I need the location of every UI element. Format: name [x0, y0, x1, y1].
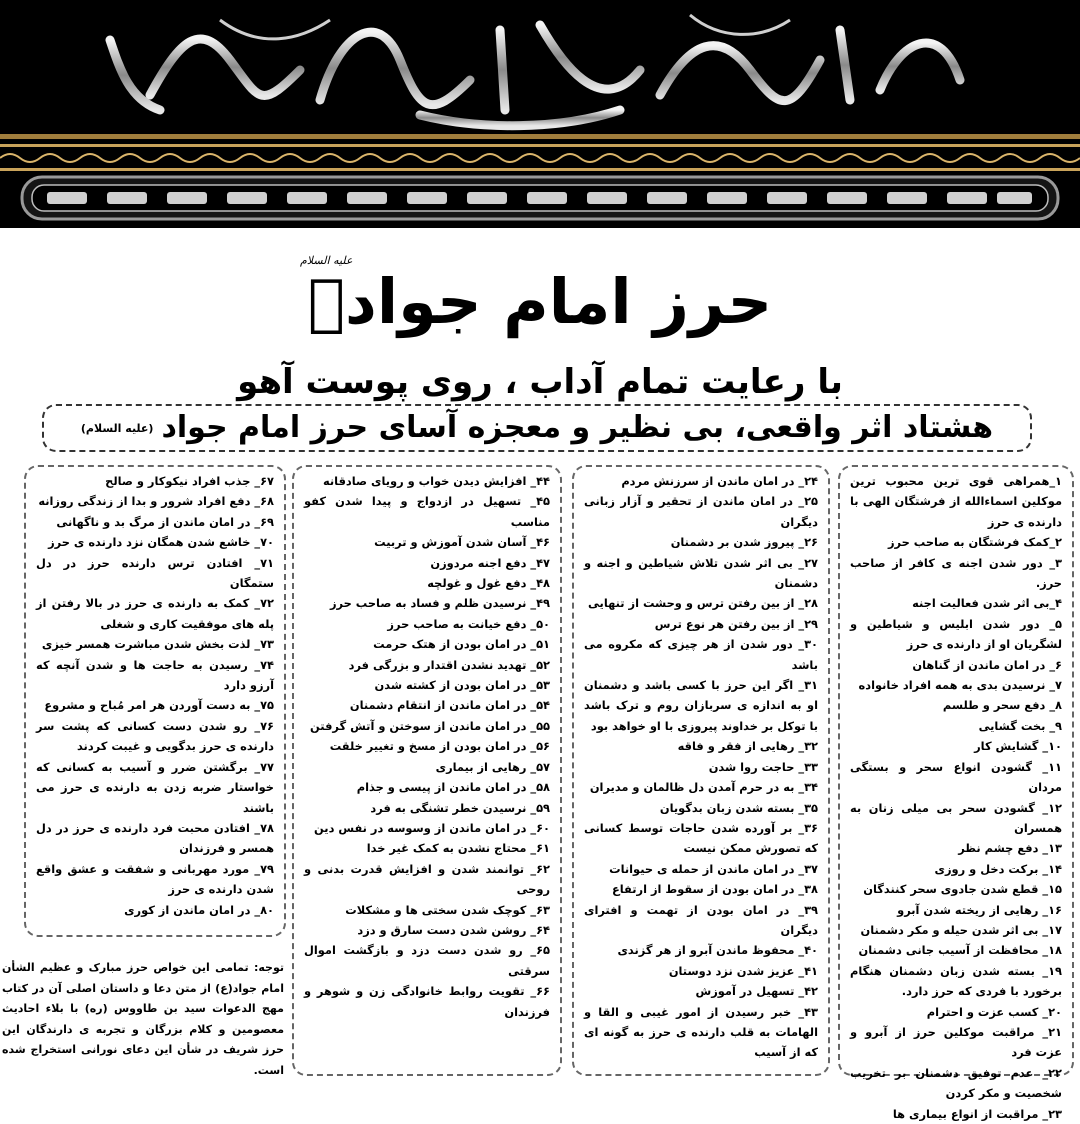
benefit-item: ۲۰_ کسب عزت و احترام: [926, 1004, 1062, 1019]
benefit-item: ۷۵_ به دست آوردن هر امر مُباح و مشروع: [44, 698, 274, 713]
benefits-column-1: [838, 465, 1074, 1121]
benefit-item: ۴۹_ نرسیدن ظلم و فساد به صاحب حرز: [329, 596, 550, 611]
benefit-item: ۷۰_ خاشع شدن همگان نزد دارنده ی حرز: [48, 535, 274, 550]
benefit-item: ۵_ دور شدن ابلیس و شیاطین و لشگریان او از دارنده ی حرز: [850, 616, 1062, 652]
benefit-item: ۶۲_ توانمند شدن و افزایش قدرت بدنی و روحی: [304, 861, 550, 897]
benefit-item: ۴۶_ آسان شدن آموزش و تربیت: [374, 535, 550, 550]
benefits-column-4: [24, 465, 286, 937]
benefit-item: ۱۴_ برکت دخل و روزی: [934, 861, 1062, 876]
benefit-item: ۳۲_ رهایی از فقر و فاقه: [677, 739, 818, 754]
benefit-item: ۴۷_ دفع اجنه مردوزن: [430, 555, 550, 570]
benefit-item: ۷_ نرسیدن بدی به همه افراد خانواده: [858, 678, 1062, 693]
benefit-item: ۲۳_ مراقبت از انواع بیماری ها: [892, 1106, 1062, 1121]
benefit-item: ۳۰_ دور شدن از هر چیزی که مکروه می باشد: [584, 637, 818, 672]
benefits-column-3: [292, 465, 562, 1076]
benefit-item: ۵۰_ دفع خیانت به صاحب حرز: [387, 616, 550, 631]
benefit-item: ۵۴_ در امان ماندن از انتقام دشمنان: [349, 698, 550, 713]
section-heading-honorific: (علیه السلام): [80, 421, 154, 435]
benefit-item: ۳۷_ در امان ماندن از حمله ی حیوانات: [609, 861, 818, 876]
benefit-item: ۵۵_ در امان ماندن از سوختن و آتش گرفتن: [310, 718, 550, 733]
benefits-column-2: [572, 465, 830, 1076]
benefit-item: ۱_همراهی قوی ترین محبوب ترین موکلین اسماءالله از فرشتگان الهی با دارنده ی حرز: [850, 474, 1062, 529]
benefit-item: ۳_ دور شدن اجنه ی کافر از صاحب حرز.: [850, 555, 1062, 591]
benefit-item: ۲۲_ عدم توفیق دشمنان بر تخریب شخصیت و مکر کردن: [850, 1065, 1062, 1101]
benefit-item: ۷۷_ برگشتن ضرر و آسیب به کسانی که خواستار ضربه زدن به دارنده ی حرز می باشند: [36, 759, 274, 815]
benefit-item: ۵۷_ رهایی از بیماری: [435, 759, 550, 774]
inscription-band: [22, 177, 1058, 219]
benefit-item: ۵۶_ در امان بودن از مسخ و تغییر خلقت: [329, 739, 550, 754]
benefit-item: ۱۶_ رهایی از ریخته شدن آبرو: [897, 902, 1062, 917]
benefit-item: ۶۷_ جذب افراد نیکوکار و صالح: [105, 474, 274, 488]
benefit-item: ۵۳_ در امان بودن از کشته شدن: [374, 678, 550, 693]
benefit-item: ۳۶_ بر آورده شدن حاجات توسط کسانی که تصورش ممکن نیست: [584, 820, 818, 856]
benefit-item: ۴۸_ دفع غول و غولچه: [427, 576, 550, 591]
benefit-item: ۱۳_ دفع چشم نظر: [958, 841, 1062, 856]
benefit-item: ۲۴_ در امان ماندن از سرزنش مردم: [621, 474, 818, 488]
benefit-item: ۴۰_ محفوظ ماندن آبرو از هر گزندی: [617, 943, 818, 958]
benefit-item: ۶۱_ محتاج نشدن به کمک غیر خدا: [366, 841, 550, 856]
benefit-item: ۴۴_ افزایش دیدن خواب و رویای صادقانه: [322, 474, 550, 488]
benefit-item: ۷۶_ رو شدن دست کسانی که پشت سر دارنده ی حرز بدگویی و غیبت کردند: [36, 718, 274, 754]
benefit-item: ۲۹_ از بین رفتن هر نوع ترس: [654, 616, 818, 631]
benefit-item: ۷۹_ مورد مهربانی و شفقت و عشق واقع شدن دارنده ی حرز: [36, 861, 274, 897]
section-heading: هشتاد اثر واقعی، بی نظیر و معجزه آسای حرز امام جواد: [161, 410, 994, 445]
benefit-item: ۱۷_ بی اثر شدن حیله و مکر دشمنان: [860, 922, 1062, 937]
benefit-item: ۷۱_ افتادن ترس دارنده حرز در دل ستمگان: [36, 555, 274, 591]
benefit-item: ۵۸_ در امان ماندن از پیسی و جذام: [356, 780, 550, 795]
benefit-item: ۲۷_ بی اثر شدن تلاش شیاطین و اجنه و دشمنان: [584, 555, 818, 591]
benefit-item: ۱۰_ گشایش کار: [974, 739, 1062, 754]
benefit-item: ۴۳_ خبر رسیدن از امور غیبی و القا و الهامات به قلب دارنده ی حرز به گونه ای که از آسیب: [584, 1004, 818, 1060]
benefit-item: ۴۱_ عزیز شدن نزد دوستان: [668, 963, 818, 978]
benefit-item: ۱۸_ محافظت از آسیب جانی دشمنان: [858, 943, 1062, 958]
benefit-item: ۶۳_ کوچک شدن سختی ها و مشکلات: [345, 902, 550, 917]
benefit-item: ۱۲_ گشودن سحر بی میلی زنان به همسران: [850, 800, 1062, 835]
subtitle: با رعایت تمام آداب ، روی پوست آهو: [237, 362, 843, 402]
benefit-item: ۵۲_ تهدید نشدن اقتدار و بزرگی فرد: [348, 657, 550, 672]
benefit-item: ۱۹_ بسته شدن زبان دشمنان هنگام برخورد با فردی که حرز دارد.: [850, 963, 1062, 999]
benefit-item: ۶_ در امان ماندن از گناهان: [912, 657, 1062, 672]
benefit-item: ۲۶_ پیروز شدن بر دشمنان: [670, 535, 818, 550]
page-title: حرز امام جوادؑ: [307, 265, 773, 338]
benefit-item: ۵۱_ در امان بودن از هتک حرمت: [373, 637, 550, 652]
header-banner: [0, 0, 1080, 228]
benefit-item: ۶۹_ در امان ماندن از مرگ بد و ناگهانی: [56, 514, 274, 529]
benefit-item: ۳۱_ اگر این حرز با کسی باشد و دشمنان او به اندازه ی سربازان روم و ترک باشد با توکل بر خداوند پیروزی با او خواهد بود: [584, 678, 818, 733]
benefit-item: ۲۱_ مراقبت موکلین حرز از آبرو و عزت فرد: [850, 1024, 1062, 1060]
benefit-item: ۴۵_ تسهیل در ازدواج و پیدا شدن کفو مناسب: [304, 494, 550, 529]
benefit-item: ۶۸_ دفع افراد شرور و بدا از زندگی روزانه: [38, 494, 274, 509]
benefit-item: ۱۱_ گشودن انواع سحر و بستگی مردان: [850, 759, 1062, 795]
benefit-item: ۸_ دفع سحر و طلسم: [942, 698, 1062, 713]
benefit-item: ۳۸_ در امان بودن از سقوط از ارتفاع: [612, 882, 818, 897]
ornamental-band: [0, 128, 1080, 178]
benefit-item: ۶۶_ تقویت روابط خانوادگی زن و شوهر و فرزندان: [304, 984, 550, 1019]
benefit-item: ۷۸_ افتادن محبت فرد دارنده ی حرز در دل همسر و فرزندان: [36, 820, 274, 856]
benefit-item: ۲_کمک فرشتگان به صاحب حرز: [887, 535, 1062, 550]
benefit-item: ۴_بی اثر شدن فعالیت اجنه: [912, 596, 1062, 611]
benefit-item: ۴۲_ تسهیل در آموزش: [695, 984, 818, 999]
calligraphy-artwork: [0, 0, 1080, 135]
benefit-item: ۷۳_ لذت بخش شدن مباشرت همسر خیزی: [41, 637, 274, 652]
benefit-item: ۵۹_ نرسیدن خطر تشنگی به فرد: [370, 800, 550, 815]
section-heading-box: [42, 404, 1032, 452]
benefit-item: ۶۰_ در امان ماندن از وسوسه در نفس دین: [314, 820, 550, 835]
honorific-small: علیه السلام: [300, 254, 353, 267]
benefit-item: ۶۴_ روشن شدن دست سارق و دزد: [357, 922, 550, 937]
benefit-item: ۶۵_ رو شدن دست دزد و بازگشت اموال سرقتی: [304, 943, 550, 978]
benefit-item: ۳۳_ حاجت روا شدن: [708, 759, 818, 774]
benefit-item: ۳۹_ در امان بودن از تهمت و افترای دیگران: [584, 902, 818, 937]
benefit-item: ۷۲_ کمک به دارنده ی حرز در بالا رفتن از پله های موفقیت کاری و شغلی: [36, 596, 274, 631]
benefit-item: ۸۰_ در امان ماندن از کوری: [124, 902, 274, 917]
benefit-item: ۲۸_ از بین رفتن ترس و وحشت از تنهایی: [588, 596, 818, 611]
benefit-item: ۲۵_ در امان ماندن از تحقیر و آزار زبانی دیگران: [584, 494, 818, 529]
benefit-item: ۹_ بخت گشایی: [978, 718, 1062, 733]
benefit-item: ۱۵_ قطع شدن جادوی سحر کنندگان: [863, 882, 1062, 897]
benefit-item: ۷۴_ رسیدن به حاجت ها و شدن آنچه که آرزو دارد: [36, 657, 274, 693]
benefit-item: ۳۵_ بسته شدن زبان بدگویان: [659, 800, 818, 815]
footnote: توجه: تمامی این خواص حرز مبارک و عظیم الشأن امام جواد(ع) از متن دعا و داستان اصلی آن در کتاب مهج الدعوات سید بن طاووس (ره) با بلاء احادیث معصومین و کلام بزرگان و تجربه ی دارندگان این حرز شریف در شأن این دعای نورانی استخراج شده است.: [2, 961, 284, 1077]
benefit-item: ۳۴_ به در حرم آمدن دل ظالمان و مدیران: [589, 780, 818, 795]
